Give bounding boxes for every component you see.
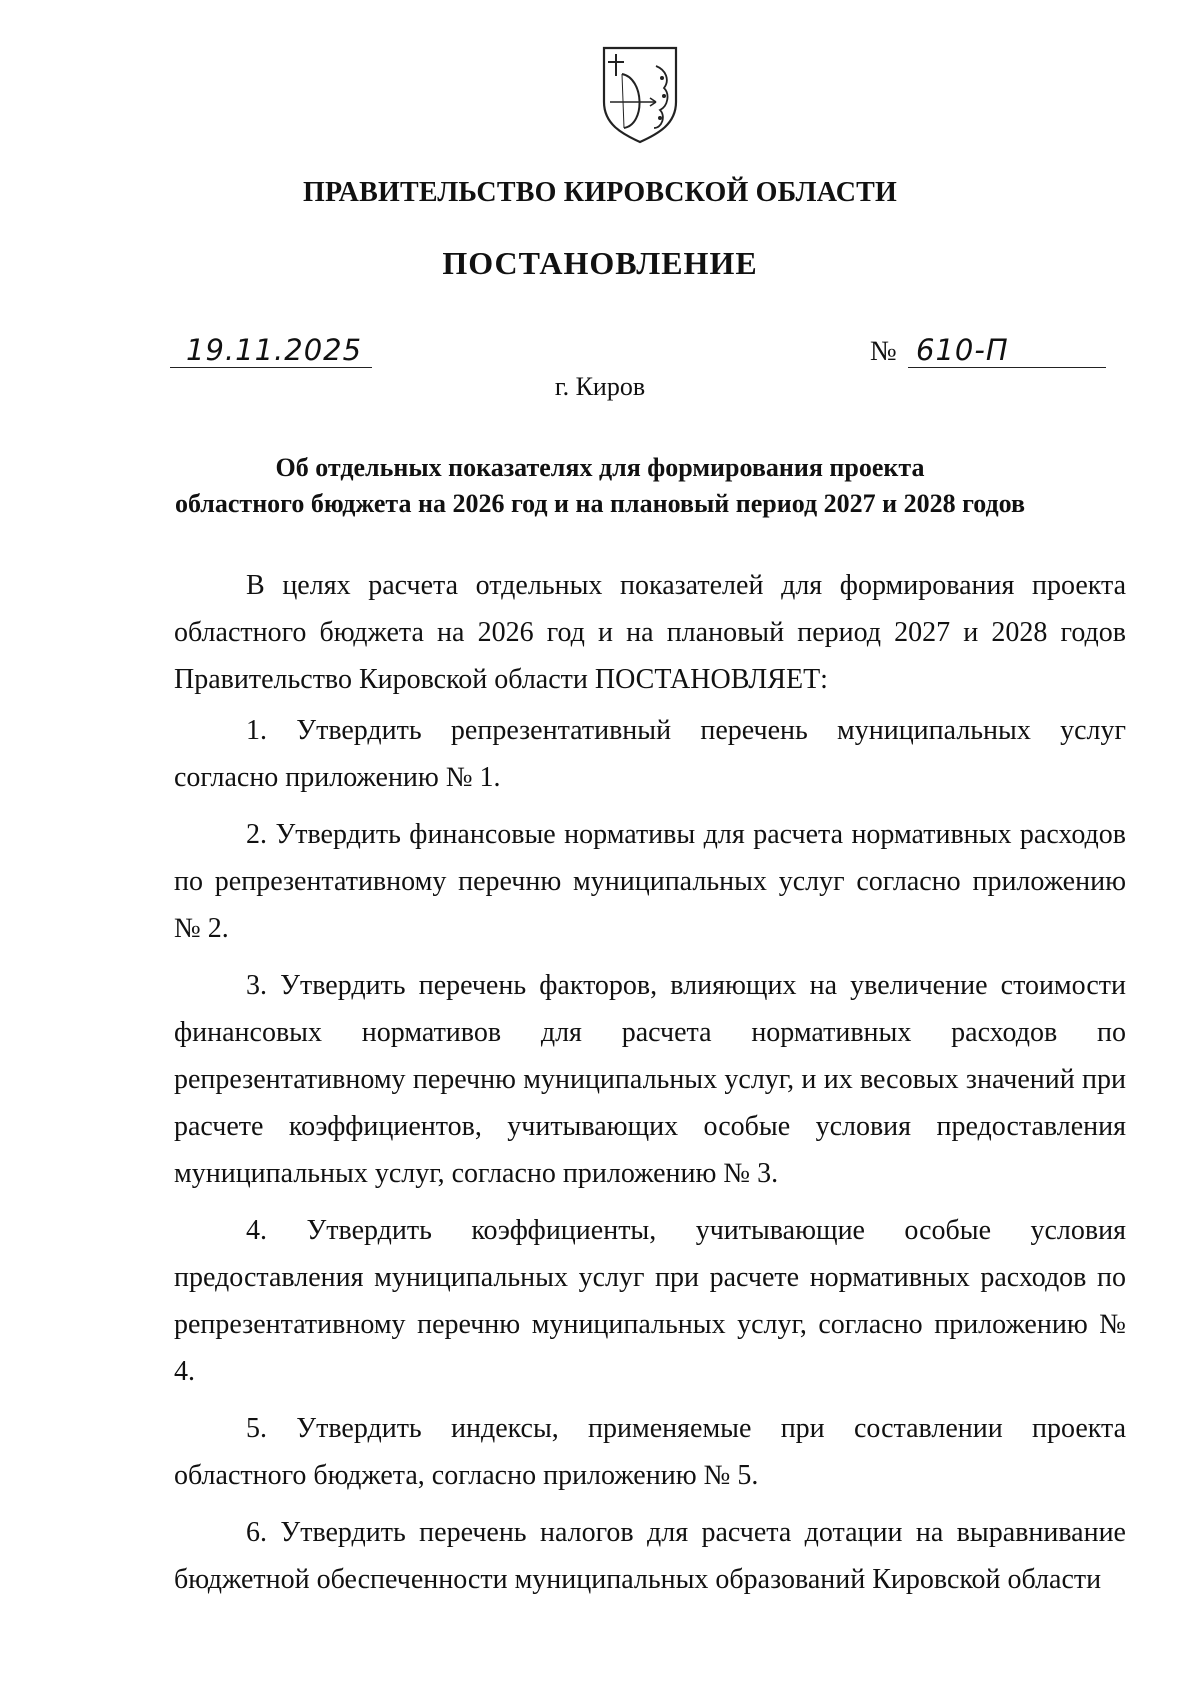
- number-sign: №: [870, 336, 897, 367]
- clause-4: 4. Утвердить коэффициенты, учитывающие особые условия предоставления муниципальных услуг при расчете нормативных расходов по репрезентативному перечню муниципальных услуг, согласно приложению № 4.: [174, 1215, 1126, 1387]
- title-line-1: Об отдельных показателях для формирования проекта: [275, 453, 925, 482]
- document-title: [130, 450, 1070, 522]
- document-date: 19.11.2025: [170, 332, 372, 368]
- clause-3: 3. Утвердить перечень факторов, влияющих на увеличение стоимости финансовых нормативов для расчета нормативных расходов по репрезентативному перечню муниципальных услуг, и их весовых значений при расчете коэффициентов, учитывающих особые условия предоставления муниципальных услуг, согласно приложению № 3.: [174, 970, 1126, 1189]
- clause-2: 2. Утвердить финансовые нормативы для расчета нормативных расходов по репрезентативному перечню муниципальных услуг согласно приложению № 2.: [174, 819, 1126, 944]
- document-body: [174, 562, 1126, 1603]
- clause-5: 5. Утвердить индексы, применяемые при составлении проекта областного бюджета, согласно приложению № 5.: [174, 1413, 1126, 1491]
- preamble-paragraph: В целях расчета отдельных показателей для формирования проекта областного бюджета на 2026 год и на плановый период 2027 и 2028 годов Правительство Кировской области ПОСТАНОВЛЯЕТ:: [174, 570, 1126, 695]
- coat-of-arms-icon: [600, 44, 680, 144]
- city: г. Киров: [554, 372, 646, 401]
- document-type: ПОСТАНОВЛЕНИЕ: [442, 245, 758, 281]
- organization-name: ПРАВИТЕЛЬСТВО КИРОВСКОЙ ОБЛАСТИ: [302, 177, 897, 208]
- title-line-2: областного бюджета на 2026 год и на плановый период 2027 и 2028 годов: [174, 489, 1026, 518]
- clause-6: 6. Утвердить перечень налогов для расчета дотации на выравнивание бюджетной обеспеченности муниципальных образований Кировской области: [174, 1517, 1126, 1595]
- clause-1: 1. Утвердить репрезентативный перечень муниципальных услуг согласно приложению № 1.: [174, 715, 1126, 793]
- document-number: 610-П: [908, 332, 1106, 368]
